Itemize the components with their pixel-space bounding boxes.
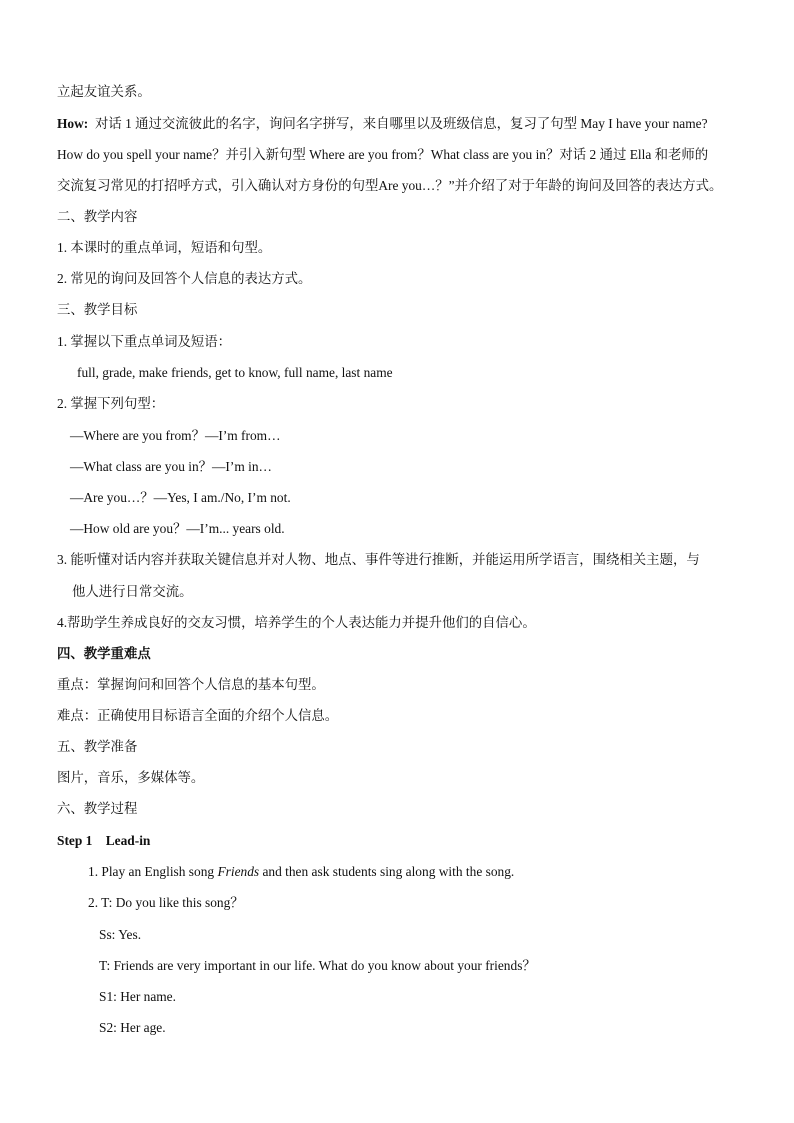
dialog-line-2: T: Friends are very important in our life. What do you know about your friends？	[99, 958, 536, 973]
section-3-item-2: 2. 掌握下列句型：	[57, 396, 165, 411]
section-3-title: 三、教学目标	[57, 302, 138, 317]
sentence-pattern-4: —How old are you？—I’m... years old.	[70, 521, 285, 536]
how-paragraph-line-1	[57, 115, 708, 133]
section-2-title: 二、教学内容	[57, 209, 138, 224]
sentence-pattern-2: —What class are you in？—I’m in…	[70, 459, 272, 474]
key-words-list: full, grade, make friends, get to know, full name, last name	[77, 365, 393, 380]
preparation-text: 图片，音乐，多媒体等。	[57, 770, 205, 785]
how-paragraph-line-3: 交流复习常见的打招呼方式，引入确认对方身份的句型Are you…？”并介绍了对于年龄的询问及回答的表达方式。	[57, 178, 723, 193]
step-1-item-2: 2. T: Do you like this song？	[88, 895, 244, 910]
section-3-item-3-line-2: 他人进行日常交流。	[72, 584, 193, 599]
section-6-title: 六、教学过程	[57, 801, 138, 816]
step-1-item-1-pre: 1. Play an English song	[88, 864, 218, 879]
section-5-title: 五、教学准备	[57, 739, 138, 754]
section-2-item-2: 2. 常见的询问及回答个人信息的表达方式。	[57, 271, 312, 286]
step-1-title: Step 1 Lead-in	[57, 833, 151, 848]
section-2-item-1: 1. 本课时的重点单词，短语和句型。	[57, 240, 272, 255]
paragraph-continuation: 立起友谊关系。	[57, 84, 151, 99]
how-label: How:	[57, 116, 89, 131]
dialog-line-1: Ss: Yes.	[99, 927, 142, 942]
dialog-line-3: S1: Her name.	[99, 989, 176, 1004]
how-paragraph-line-2: How do you spell your name？并引入新句型 Where are you from？What class are you in？对话 2 通过 Ella 和老师的	[57, 147, 709, 162]
step-1-item-1	[88, 863, 514, 881]
section-3-item-1: 1. 掌握以下重点单词及短语：	[57, 334, 232, 349]
difficult-point: 难点：正确使用目标语言全面的介绍个人信息。	[57, 708, 339, 723]
section-3-item-4: 4.帮助学生养成良好的交友习惯，培养学生的个人表达能力并提升他们的自信心。	[57, 615, 536, 630]
step-1-item-1-post: and then ask students sing along with the song.	[259, 864, 515, 879]
song-title: Friends	[217, 864, 260, 879]
how-text-1: 对话 1 通过交流彼此的名字，询问名字拼写，来自哪里以及班级信息，复习了句型 May I have your name?	[94, 116, 708, 131]
key-point: 重点：掌握询问和回答个人信息的基本句型。	[57, 677, 325, 692]
sentence-pattern-1: —Where are you from？—I’m from…	[70, 428, 281, 443]
dialog-line-4: S2: Her age.	[99, 1020, 166, 1035]
section-3-item-3-line-1: 3. 能听懂对话内容并获取关键信息并对人物、地点、事件等进行推断，并能运用所学语言，围绕相关主题，与	[57, 552, 700, 567]
section-4-title: 四、教学重难点	[57, 646, 151, 661]
sentence-pattern-3: —Are you…？—Yes, I am./No, I’m not.	[70, 490, 291, 505]
